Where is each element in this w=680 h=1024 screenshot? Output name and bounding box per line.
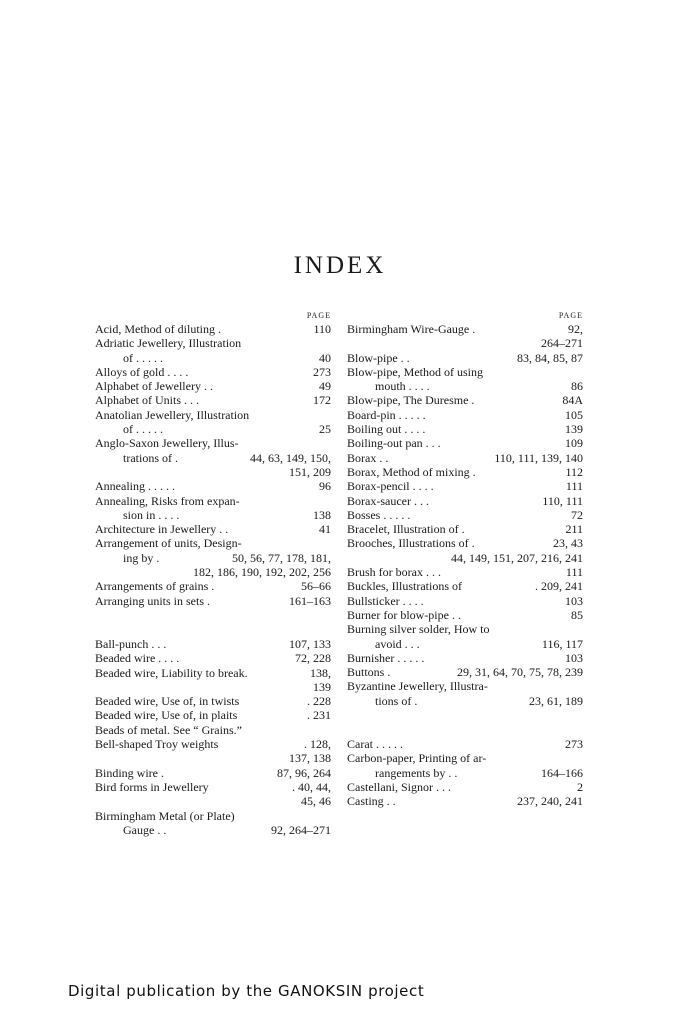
entry-pages: 111 — [565, 565, 583, 580]
index-entry — [95, 794, 331, 808]
index-column-right — [347, 310, 583, 809]
entry-term: Gauge . . — [123, 822, 167, 837]
entry-term: Anatolian Jewellery, Illustration — [95, 407, 250, 422]
entry-pages: 139 — [565, 422, 583, 437]
entry-term: Arranging units in sets . — [95, 593, 210, 608]
index-entry — [95, 694, 331, 708]
page-column-label: PAGE — [558, 311, 583, 320]
entry-term: Carat . . . . . — [347, 737, 403, 752]
entry-term: Borax, Method of mixing . — [347, 464, 476, 479]
entry-term: Bell-shaped Troy weights — [95, 737, 219, 752]
index-entry — [95, 594, 331, 608]
index-entry — [95, 436, 331, 450]
entry-term: Borax-pencil . . . . — [347, 479, 434, 494]
index-entry — [95, 422, 331, 436]
index-entry — [347, 751, 583, 765]
entry-term: Blow-pipe . . — [347, 350, 410, 365]
index-entry — [95, 565, 331, 579]
index-entry — [95, 408, 331, 422]
index-entry — [95, 365, 331, 379]
index-entry — [95, 579, 331, 593]
index-entry — [95, 494, 331, 508]
entry-pages: 86 — [571, 379, 583, 394]
index-entry — [95, 809, 331, 823]
index-entry — [95, 508, 331, 522]
page-title: INDEX — [293, 252, 387, 279]
entry-pages: . 231 — [307, 708, 331, 723]
index-entry — [95, 393, 331, 407]
entry-pages: 103 — [565, 593, 583, 608]
entry-term: Birmingham Wire-Gauge . — [347, 322, 476, 336]
index-entry — [95, 737, 331, 751]
entry-term: Bosses . . . . . — [347, 507, 411, 522]
index-entry — [95, 536, 331, 550]
entry-term: Blow-pipe, The Duresme . — [347, 393, 475, 408]
entry-pages: 23, 61, 189 — [529, 693, 583, 708]
entry-term: Annealing, Risks from expan- — [95, 493, 240, 508]
index-entry — [95, 465, 331, 479]
entry-pages: 44, 149, 151, 207, 216, 241 — [451, 550, 583, 565]
entry-pages: 109 — [565, 436, 583, 451]
entry-term: Casting . . — [347, 794, 396, 809]
entry-pages: 139 — [313, 679, 331, 694]
entry-pages: 72 — [571, 507, 583, 522]
entry-term: Alphabet of Jewellery . . — [95, 379, 213, 394]
entry-pages: 25 — [319, 422, 331, 437]
index-entry — [95, 666, 331, 680]
entry-term: Burnisher . . . . . — [347, 650, 425, 665]
index-entry — [95, 379, 331, 393]
entry-term: Architecture in Jewellery . . — [95, 522, 229, 537]
entry-term: Birmingham Metal (or Plate) — [95, 808, 235, 823]
entry-pages: 83, 84, 85, 87 — [517, 350, 583, 365]
entry-pages: 110 — [313, 322, 331, 336]
entry-term: trations of . — [123, 450, 178, 465]
entry-term: Arrangements of grains . — [95, 579, 215, 594]
entry-term: Brooches, Illustrations of . — [347, 536, 475, 551]
index-entries-left — [95, 322, 331, 837]
entry-pages: 56–66 — [301, 579, 331, 594]
entry-term: Beaded wire, Liability to break. — [95, 665, 248, 680]
index-entry — [347, 365, 583, 379]
entry-pages: 92, 264–271 — [271, 822, 331, 837]
index-entry — [347, 565, 583, 579]
entry-pages: 273 — [313, 364, 331, 379]
entry-pages: 2 — [577, 779, 583, 794]
entry-pages: 182, 186, 190, 192, 202, 256 — [193, 565, 331, 580]
entry-pages: 151, 209 — [289, 464, 331, 479]
section-gap — [347, 708, 583, 737]
entry-pages: 45, 46 — [301, 794, 331, 809]
entry-term: Borax-saucer . . . — [347, 493, 429, 508]
index-entry — [347, 336, 583, 350]
entry-pages: 50, 56, 77, 178, 181, — [232, 550, 331, 565]
index-entry — [347, 508, 583, 522]
entry-pages: 105 — [565, 407, 583, 422]
entry-term: Acid, Method of diluting . — [95, 322, 221, 336]
index-entry — [347, 479, 583, 493]
entry-pages: 107, 133 — [289, 636, 331, 651]
index-entry — [347, 651, 583, 665]
index-entry — [347, 579, 583, 593]
index-entry — [95, 637, 331, 651]
entry-term: Anglo-Saxon Jewellery, Illus- — [95, 436, 239, 451]
entry-pages: 49 — [319, 379, 331, 394]
entry-term: ing by . — [123, 550, 160, 565]
index-entry — [347, 436, 583, 450]
entry-term: Bird forms in Jewellery — [95, 779, 209, 794]
index-entry — [95, 551, 331, 565]
index-entry — [95, 651, 331, 665]
entry-pages: 116, 117 — [541, 636, 583, 651]
entry-term: Beaded wire, Use of, in twists — [95, 694, 240, 709]
index-entry — [95, 766, 331, 780]
entry-pages: 137, 138 — [289, 751, 331, 766]
footer-credit: Digital publication by the GANOKSIN project — [68, 982, 425, 1000]
entry-pages: . 228 — [307, 694, 331, 709]
entry-term: Brush for borax . . . — [347, 565, 441, 580]
entry-pages: 23, 43 — [553, 536, 583, 551]
page-column-label: PAGE — [306, 311, 331, 320]
index-entry — [347, 551, 583, 565]
entry-pages: 84A — [562, 393, 583, 408]
entry-pages: 41 — [319, 522, 331, 537]
index-entry — [95, 322, 331, 336]
entry-pages: 111 — [565, 479, 583, 494]
entry-term: Borax . . — [347, 450, 389, 465]
index-entry — [347, 780, 583, 794]
index-entry — [347, 465, 583, 479]
index-column-left — [95, 310, 331, 837]
entry-pages: 138, — [310, 665, 331, 680]
entry-term: Burning silver solder, How to — [347, 622, 490, 637]
entry-term: Annealing . . . . . — [95, 479, 175, 494]
index-entry — [95, 823, 331, 837]
index-entry — [347, 608, 583, 622]
entry-pages: 44, 63, 149, 150, — [250, 450, 331, 465]
entry-term: Alloys of gold . . . . — [95, 364, 189, 379]
entry-term: of . . . . . — [123, 422, 163, 437]
index-entry — [95, 680, 331, 694]
entry-term: Boiling-out pan . . . — [347, 436, 441, 451]
index-entry — [347, 451, 583, 465]
entry-pages: 211 — [565, 522, 583, 537]
entry-pages: . 128, — [304, 737, 331, 752]
entry-pages: 273 — [565, 737, 583, 752]
index-entry — [95, 479, 331, 493]
index-entry — [347, 494, 583, 508]
entry-pages: . 40, 44, — [292, 779, 331, 794]
entry-pages: 161–163 — [289, 593, 331, 608]
entry-pages: 29, 31, 64, 70, 75, 78, 239 — [457, 665, 583, 680]
index-entry — [95, 351, 331, 365]
entry-term: Byzantine Jewellery, Illustra- — [347, 679, 488, 694]
index-entry — [95, 522, 331, 536]
entry-pages: 164–166 — [541, 765, 583, 780]
index-entry — [347, 679, 583, 693]
entry-pages: 85 — [571, 607, 583, 622]
index-entry — [347, 522, 583, 536]
index-entry — [95, 780, 331, 794]
entry-term: Alphabet of Units . . . — [95, 393, 199, 408]
index-entry — [347, 665, 583, 679]
entry-pages: 92, — [568, 322, 583, 336]
entry-term: Bracelet, Illustration of . — [347, 522, 465, 537]
entry-term: Beaded wire, Use of, in plaits — [95, 708, 238, 723]
entry-pages: 138 — [313, 507, 331, 522]
index-entries-right — [347, 322, 583, 809]
entry-pages: 237, 240, 241 — [517, 794, 583, 809]
index-entry — [95, 336, 331, 350]
index-entry — [95, 751, 331, 765]
entry-pages: 96 — [319, 479, 331, 494]
entry-term: avoid . . . — [375, 636, 420, 651]
index-entry — [347, 536, 583, 550]
entry-term: Buckles, Illustrations of — [347, 579, 462, 594]
entry-pages: 110, 111 — [542, 493, 583, 508]
entry-pages: 72, 228 — [295, 651, 331, 666]
entry-term: Ball-punch . . . — [95, 636, 167, 651]
entry-term: rangements by . . — [375, 765, 458, 780]
index-entry — [347, 766, 583, 780]
entry-term: Arrangement of units, Design- — [95, 536, 242, 551]
entry-term: mouth . . . . — [375, 379, 430, 394]
index-entry — [95, 451, 331, 465]
entry-pages: 264–271 — [541, 336, 583, 351]
entry-term: Beaded wire . . . . — [95, 651, 180, 666]
index-entry — [347, 594, 583, 608]
entry-term: Burner for blow-pipe . . — [347, 607, 461, 622]
entry-pages: 87, 96, 264 — [277, 765, 331, 780]
entry-term: Blow-pipe, Method of using — [347, 364, 483, 379]
index-entry — [347, 637, 583, 651]
entry-pages: 112 — [565, 464, 583, 479]
index-entry — [95, 723, 331, 737]
entry-pages: 103 — [565, 650, 583, 665]
entry-pages: 110, 111, 139, 140 — [494, 450, 583, 465]
entry-pages: 172 — [313, 393, 331, 408]
index-entry — [347, 794, 583, 808]
index-entry — [347, 393, 583, 407]
index-entry — [347, 408, 583, 422]
index-entry — [347, 322, 583, 336]
entry-term: Carbon-paper, Printing of ar- — [347, 751, 487, 766]
entry-term: Castellani, Signor . . . — [347, 779, 451, 794]
index-entry — [347, 379, 583, 393]
index-entry — [347, 622, 583, 636]
index-entry — [347, 737, 583, 751]
entry-term: Bullsticker . . . . — [347, 593, 424, 608]
entry-pages: . 209, 241 — [535, 579, 583, 594]
index-entry — [347, 351, 583, 365]
entry-term: of . . . . . — [123, 350, 163, 365]
entry-term: Adriatic Jewellery, Illustration — [95, 336, 242, 351]
section-gap — [95, 608, 331, 637]
entry-term: Board-pin . . . . . — [347, 407, 426, 422]
entry-term: tions of . — [375, 693, 418, 708]
entry-term: Binding wire . — [95, 765, 164, 780]
index-entry — [347, 422, 583, 436]
entry-term: Beads of metal. See “ Grains.” — [95, 722, 242, 737]
entry-pages: 40 — [319, 350, 331, 365]
entry-term: Boiling out . . . . — [347, 422, 426, 437]
index-entry — [95, 708, 331, 722]
entry-term: Buttons . — [347, 665, 391, 680]
index-entry — [347, 694, 583, 708]
entry-term: sion in . . . . — [123, 507, 180, 522]
